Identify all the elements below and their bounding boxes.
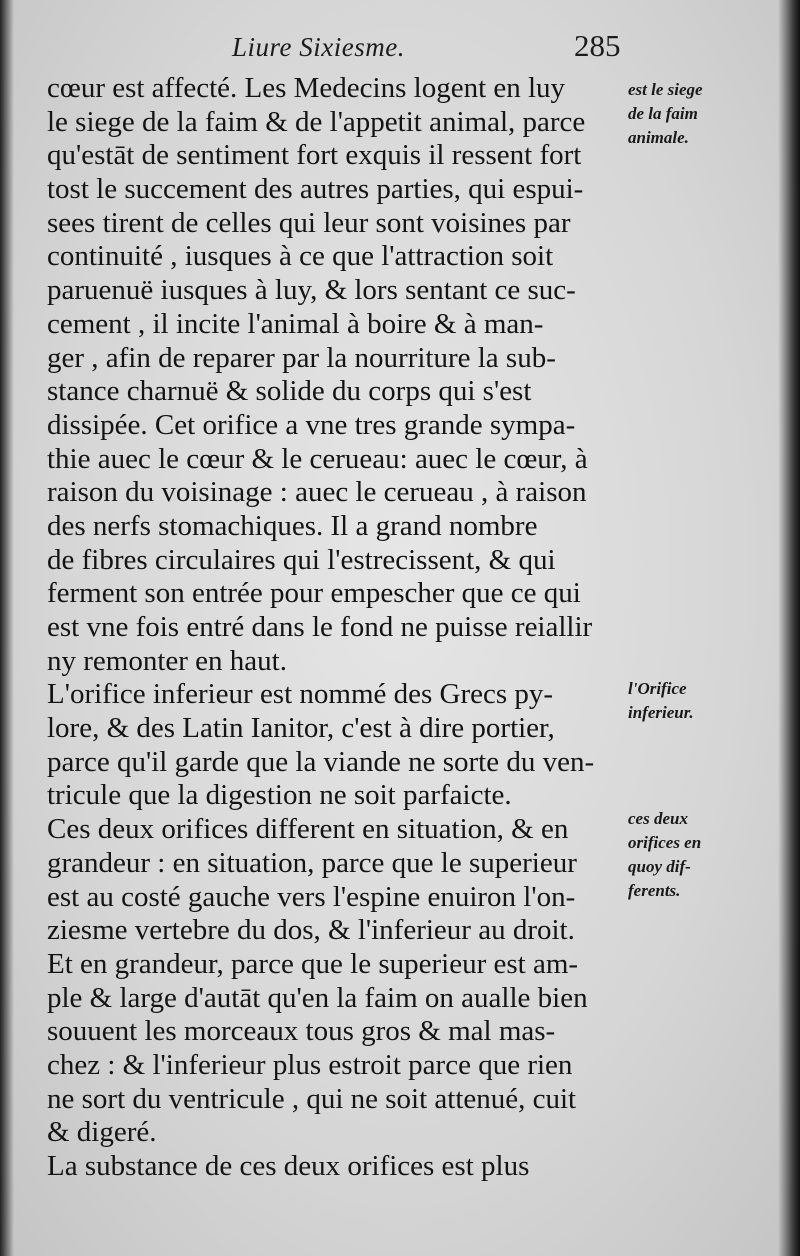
text-line: qu'estāt de sentiment fort exquis il ressent fort bbox=[47, 139, 582, 172]
text-line: cement , il incite l'animal à boire & à man- bbox=[47, 307, 544, 340]
text-line: tricule que la digestion ne soit parfaicte. bbox=[47, 779, 512, 812]
text-line: Et en grandeur, parce que le superieur est am- bbox=[47, 947, 579, 980]
text-line: L'orifice inferieur est nommé des Grecs py- bbox=[47, 678, 554, 711]
running-title: Liure Sixiesme. bbox=[232, 32, 405, 62]
margin-note bbox=[628, 677, 778, 725]
text-line: Ces deux orifices different en situation, & en bbox=[47, 813, 569, 846]
text-line: ny remonter en haut. bbox=[47, 644, 287, 677]
text-line: des nerfs stomachiques. Il a grand nombre bbox=[47, 509, 538, 542]
text-line: stance charnuë & solide du corps qui s'est bbox=[47, 375, 532, 408]
text-line: continuité , iusques à ce que l'attraction soit bbox=[47, 240, 554, 273]
text-line: est vne fois entré dans le fond ne puisse reiallir bbox=[47, 611, 593, 643]
text-line: ferment son entrée pour empescher que ce qui bbox=[47, 577, 581, 610]
margin-note-line: animale. bbox=[628, 128, 689, 147]
text-line: chez : & l'inferieur plus estroit parce que rien bbox=[47, 1048, 573, 1081]
text-line: grandeur : en situation, parce que le superieur bbox=[47, 846, 577, 879]
margin-note bbox=[628, 807, 778, 903]
text-line: cœur est affecté. Les Medecins logent en luy bbox=[47, 72, 566, 104]
margin-note-line: ferents. bbox=[628, 881, 681, 900]
text-line: est au costé gauche vers l'espine enuiron l'on- bbox=[47, 880, 576, 913]
text-line: tost le succement des autres parties, qui espui- bbox=[47, 173, 584, 206]
text-line: sees tirent de celles qui leur sont voisines par bbox=[47, 206, 571, 239]
text-line: ziesme vertebre du dos, & l'inferieur au droit. bbox=[47, 914, 575, 947]
text-line: & digeré. bbox=[47, 1116, 157, 1149]
margin-note-line: quoy dif- bbox=[628, 857, 691, 876]
page-right-edge-shadow bbox=[778, 0, 800, 1256]
text-line: ple & large d'autāt qu'en la faim on aualle bien bbox=[47, 981, 588, 1014]
text-line: souuent les morceaux tous gros & mal mas- bbox=[47, 1015, 556, 1048]
text-line: paruenuë iusques à luy, & lors sentant ce suc- bbox=[47, 274, 576, 307]
margin-note-line: ces deux bbox=[628, 809, 688, 828]
margin-note-line: inferieur. bbox=[628, 703, 694, 722]
text-line: ne sort du ventricule , qui ne soit attenué, cuit bbox=[47, 1082, 577, 1115]
text-line: lore, & des Latin Ianitor, c'est à dire portier, bbox=[47, 712, 555, 745]
text-line: dissipée. Cet orifice a vne tres grande sympa- bbox=[47, 408, 576, 441]
text-line: La substance de ces deux orifices est plus bbox=[47, 1150, 530, 1182]
page-number: 285 bbox=[574, 28, 621, 63]
margin-note-line: orifices en bbox=[628, 833, 702, 852]
text-line: de fibres circulaires qui l'estrecissent, & qui bbox=[47, 543, 556, 576]
page-left-edge-shadow bbox=[0, 0, 14, 1256]
text-line: le siege de la faim & de l'appetit animal, parce bbox=[47, 105, 586, 138]
text-line: ger , afin de reparer par la nourriture la sub- bbox=[47, 341, 556, 374]
text-line: raison du voisinage : auec le cerueau , à raison bbox=[47, 476, 587, 509]
body-text bbox=[47, 72, 627, 1184]
page-header bbox=[0, 28, 800, 72]
margin-note-line: est le siege bbox=[628, 80, 703, 99]
margin-note bbox=[628, 78, 778, 150]
margin-note-line: l'Orifice bbox=[628, 679, 687, 698]
text-line: parce qu'il garde que la viande ne sorte du ven- bbox=[47, 745, 595, 778]
text-line: thie auec le cœur & le cerueau: auec le cœur, à bbox=[47, 442, 588, 475]
margin-note-line: de la faim bbox=[628, 104, 698, 123]
